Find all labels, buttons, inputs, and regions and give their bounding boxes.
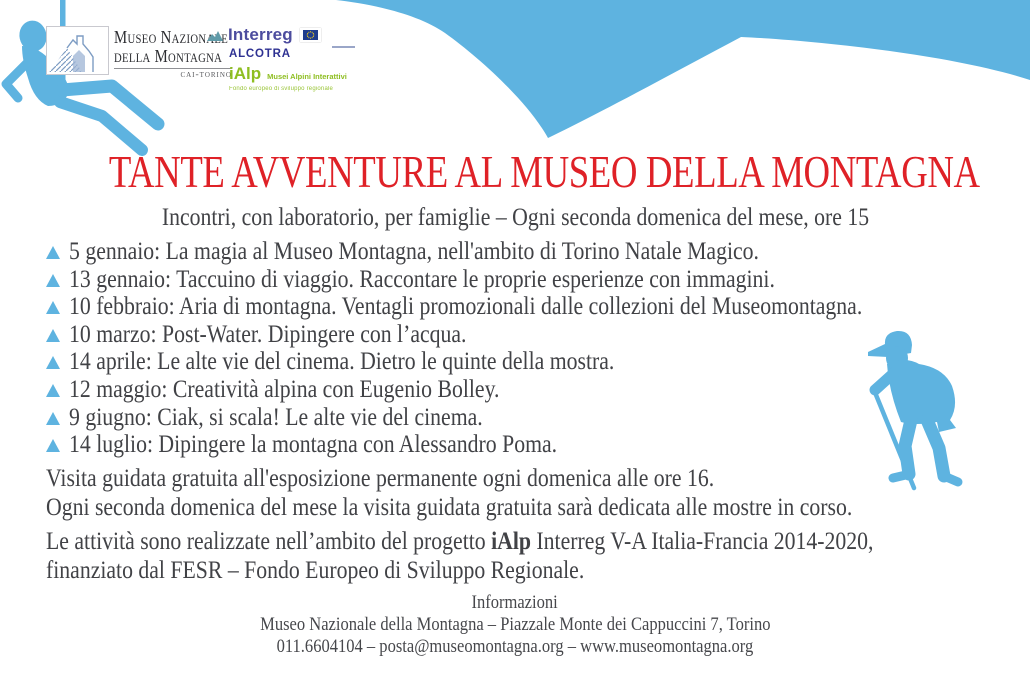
page-title: TANTE AVVENTURE AL MUSEO DELLA MONTAGNA: [108, 146, 980, 197]
event-item: 14 luglio: Dipingere la montagna con Alessandro Poma.: [46, 431, 1030, 459]
footer-contacts: [0, 592, 1030, 657]
interreg-alcotra-logo: [207, 25, 355, 92]
interreg-wordmark: Interreg: [228, 25, 293, 44]
footer-address: Museo Nazionale della Montagna – Piazzale Monte dei Cappuccini 7, Torino: [259, 613, 771, 635]
ialp-row: [229, 64, 355, 84]
triangle-bullet-icon: [46, 384, 60, 397]
project-line: [46, 528, 997, 557]
event-item: 12 maggio: Creatività alpina con Eugenio Bolley.: [46, 376, 1030, 404]
museum-logo-line1: Museo Nazionale: [114, 27, 229, 47]
events-list: [46, 238, 1030, 459]
event-item: 14 aprile: Le alte vie del cinema. Dietro le quinte della mostra.: [46, 348, 1030, 376]
guided-visit-notes: [46, 465, 973, 522]
interreg-mountain-icon: [207, 30, 223, 41]
event-item: 13 gennaio: Taccuino di viaggio. Raccontare le proprie esperienze con immagini.: [46, 266, 1030, 294]
museum-logo-mark-icon: [46, 26, 109, 75]
triangle-bullet-icon: [46, 356, 60, 369]
footer-phone-email-web: 011.6604104 – posta@museomontagna.org – www.museomontagna.org: [276, 635, 754, 657]
project-text-pre: Le attività sono realizzate nell’ambito del progetto: [46, 528, 492, 555]
triangle-bullet-icon: [46, 246, 60, 259]
footer-info-label: Informazioni: [471, 592, 559, 613]
alcotra-wordmark: ALCOTRA: [229, 48, 291, 60]
museum-logo-cai-torino: cai-torino: [180, 70, 232, 80]
triangle-bullet-icon: [46, 439, 60, 452]
event-item: 9 giugno: Ciak, si scala! Le alte vie del cinema.: [46, 404, 1030, 432]
triangle-bullet-icon: [46, 329, 60, 342]
project-name-bold: iAlp: [491, 528, 531, 555]
climber-silhouette: [0, 0, 175, 166]
note-line: Visita guidata gratuita all'esposizione permanente ogni domenica alle ore 16.: [46, 465, 715, 492]
triangle-bullet-icon: [46, 274, 60, 287]
project-line: finanziato dal FESR – Fondo Europeo di Sviluppo Regionale.: [46, 556, 585, 584]
page-subtitle: Incontri, con laboratorio, per famiglie – Ogni seconda domenica del mese, ore 15: [161, 204, 869, 231]
mountain-skyline-graphic: [330, 0, 1030, 142]
project-funding-note: [46, 528, 997, 585]
project-text-post: Interreg V-A Italia-Francia 2014-2020,: [530, 528, 874, 555]
eu-flag-icon: [300, 28, 321, 42]
museum-logo-line2: della Montagna: [114, 46, 223, 66]
event-item: 10 marzo: Post-Water. Dipingere con l’acqua.: [46, 321, 1030, 349]
ialp-wordmark: iAlp: [229, 64, 262, 83]
interreg-row: [207, 25, 355, 45]
ialp-tagline: Fondo europeo di sviluppo regionale: [229, 86, 334, 92]
event-item: 10 febbraio: Aria di montagna. Ventagli promozionali dalle collezioni del Museomontagna.: [46, 293, 1030, 321]
note-line: Ogni seconda domenica del mese la visita guidata gratuita sarà dedicata alle mostre in corso.: [46, 493, 853, 521]
triangle-bullet-icon: [46, 301, 60, 314]
triangle-bullet-icon: [46, 412, 60, 425]
ialp-subtitle: Musei Alpini Interattivi: [267, 72, 347, 81]
event-item: 5 gennaio: La magia al Museo Montagna, nell'ambito di Torino Natale Magico.: [46, 238, 1030, 266]
